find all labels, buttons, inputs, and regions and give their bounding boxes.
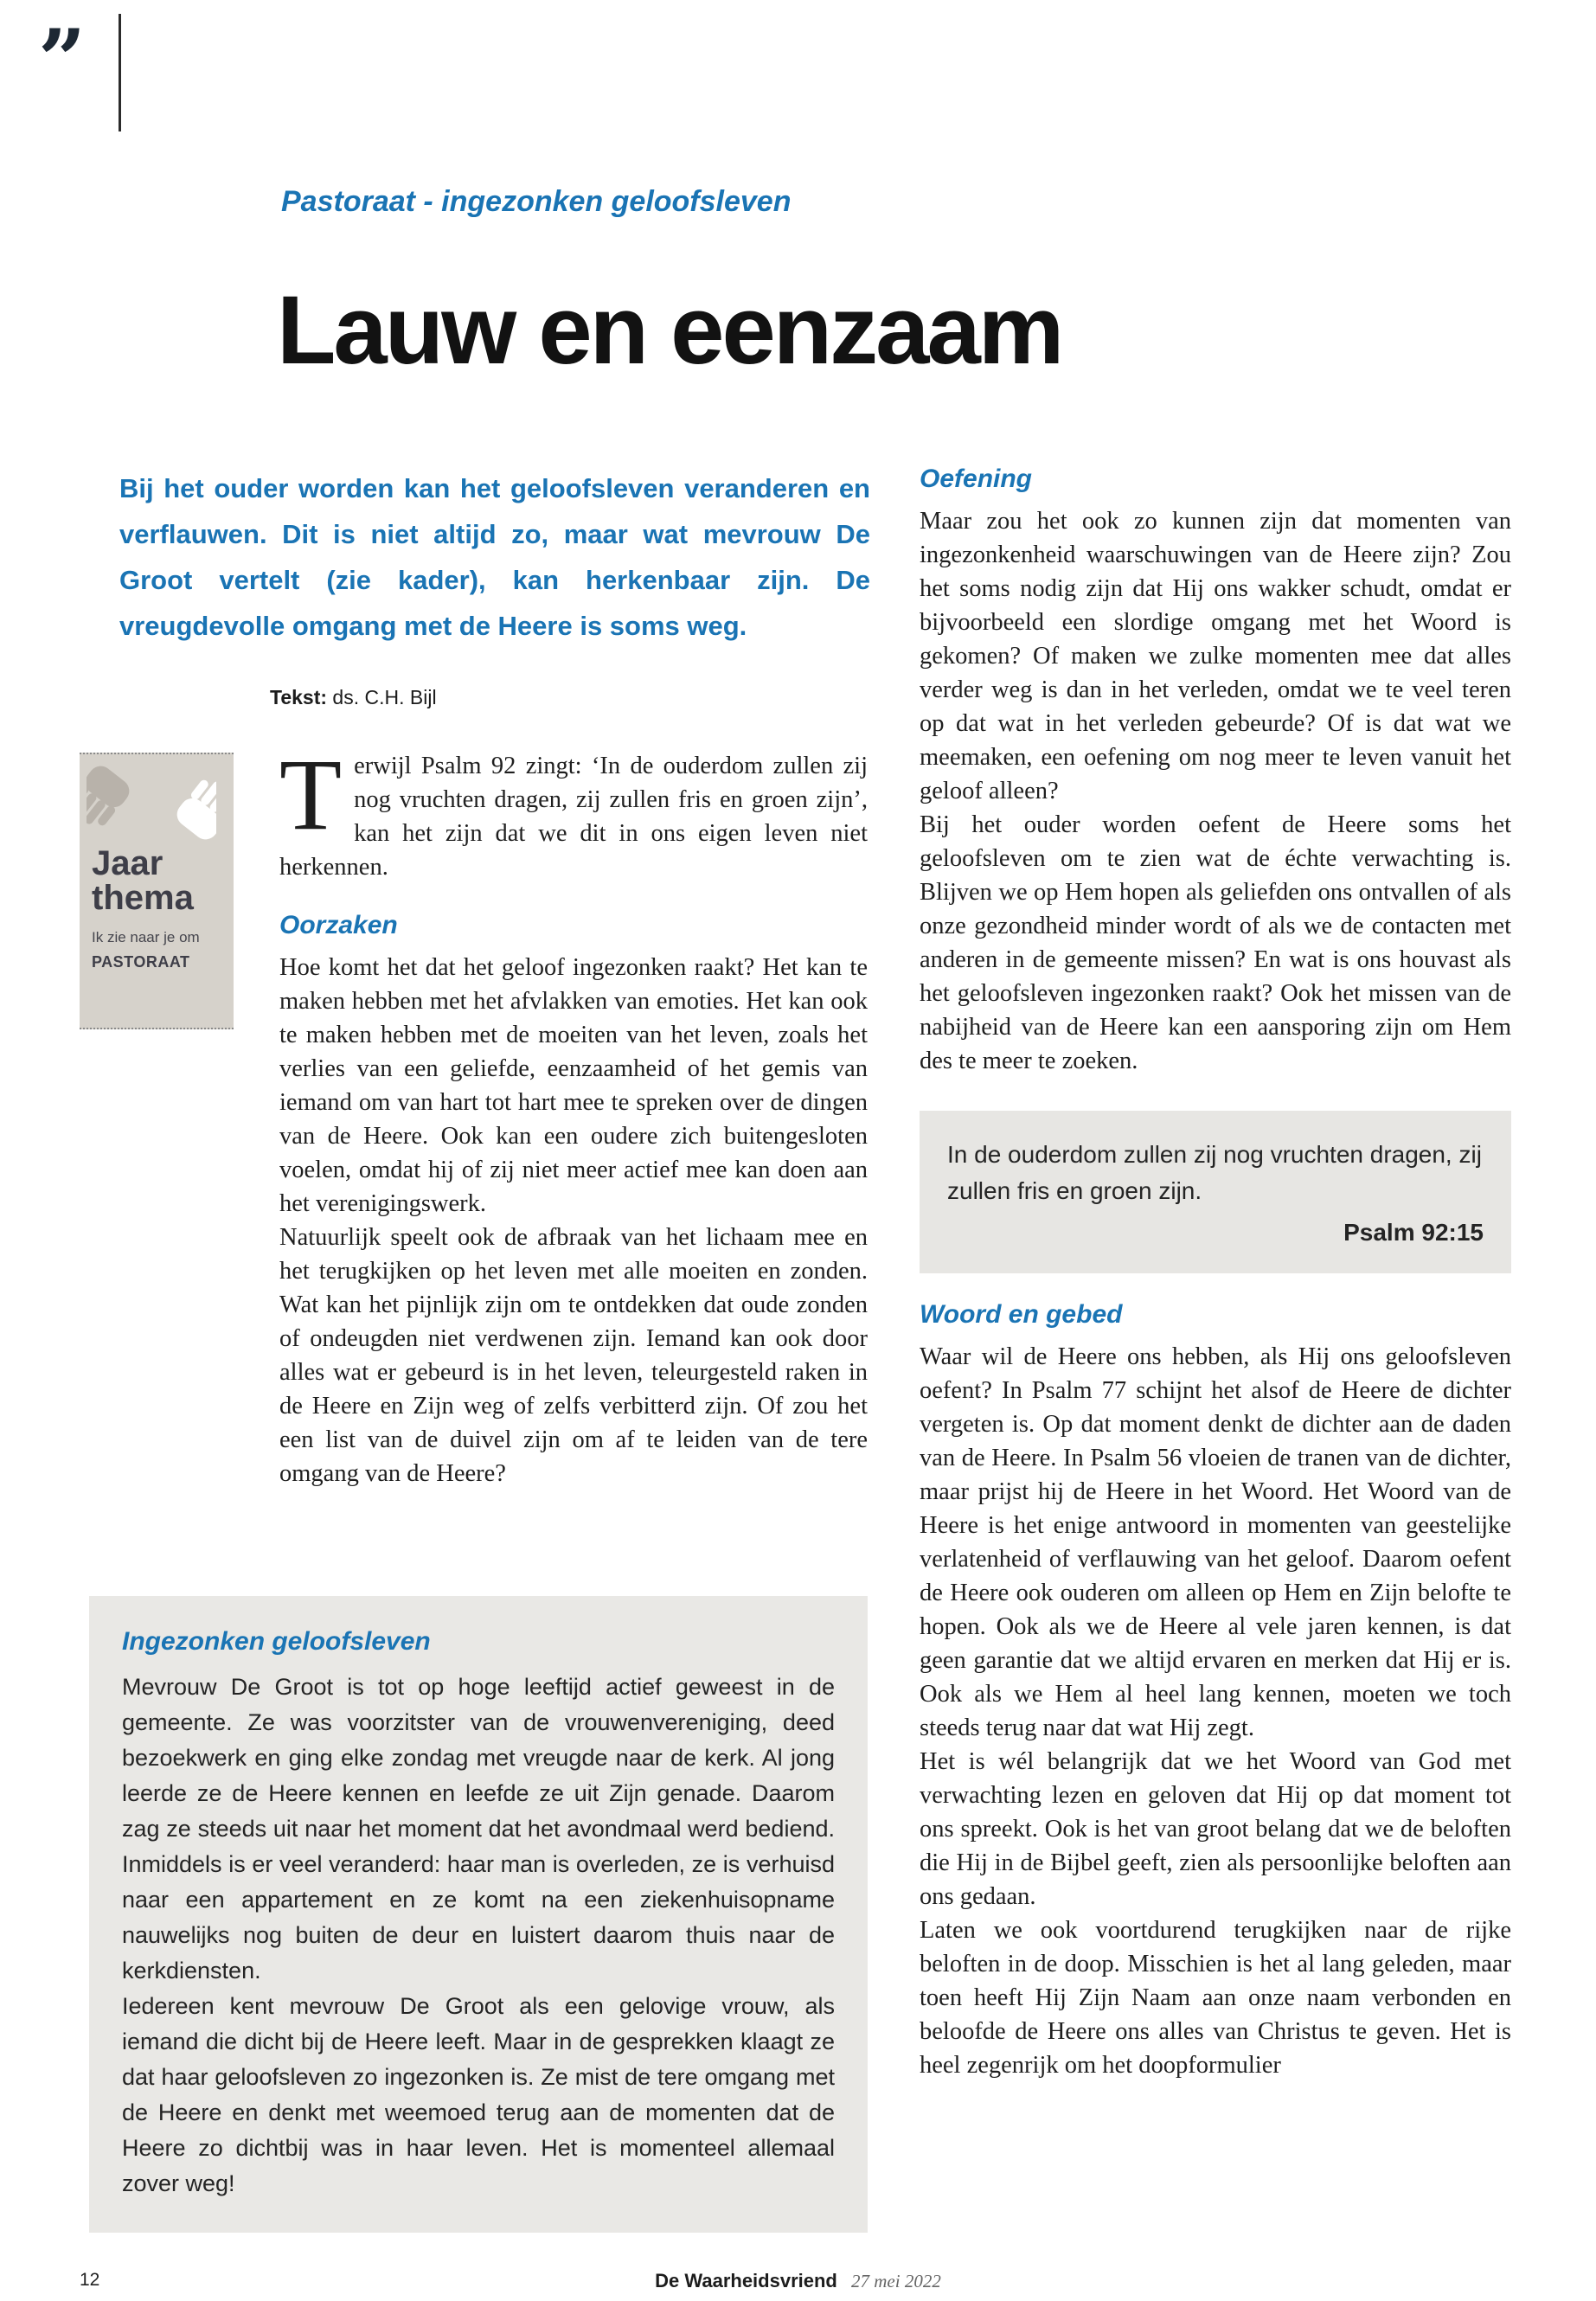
sidebar-box-paragraph: Mevrouw De Groot is tot op hoge leeftijd actief geweest in de gemeente. Ze was voorzitster van de vrouwenvereniging, deed bezoekwerk en ging elke zondag met vreugde naar de kerk. Al jong leerde ze de Heere kennen en leefde ze uit Zijn genade. Daarom zag ze steeds uit naar het moment dat het avondmaal werd bediend. Inmiddels is er veel veranderd: haar man is overleden, ze is verhuisd naar een appartement en ze komt na een ziekenhuisopname nauwelijks nog buiten de deur en luistert daarom thuis naar de kerkdiensten. [122,1674,835,1984]
story-sidebar-box [89,1596,868,2233]
jaarthema-hands-icon [87,761,216,844]
subhead-oorzaken: Oorzaken [279,911,398,939]
lead-paragraph [279,738,868,884]
jaarthema-badge [80,753,234,1029]
left-column [279,738,868,1490]
dropcap: T [279,738,343,851]
subhead-oefening: Oefening [920,465,1033,493]
jaarthema-word-top: Jaar [92,844,163,882]
byline-author: ds. C.H. Bijl [327,686,437,708]
byline [270,686,437,709]
byline-label: Tekst: [270,686,328,708]
subhead-woord-en-gebed: Woord en gebed [920,1300,1123,1329]
jaarthema-word-bottom: thema [92,879,194,917]
right-column [920,462,1511,2082]
body-paragraph: Laten we ook voortdurend terugkijken naar de rijke beloften in de doop. Misschien is het al lang geleden, maar toen heeft Hij Zijn Naam aan onze naam verbonden en beloofde de Heere ons alles van Christus te geven. Het is heel zegenrijk om het doopformulier [920,1917,1511,2079]
quote-mark-decoration: ” [38,11,87,109]
body-paragraph: Bij het ouder worden oefent de Heere soms het geloofsleven om te zien wat de échte verwachting is. Blijven we op Hem hopen als geliefden ons ontvallen of als onze gezondheid minder wordt of als we de contacten met anderen in de gemeente missen? En wat is ons houvast als het geloofsleven ingezonken raakt? Ook het missen van de nabijheid van de Heere kan een aansporing zijn om Hem des te meer te zoeken. [920,811,1511,1074]
sidebar-box-paragraph: Iedereen kent mevrouw De Groot als een gelovige vrouw, als iemand die dicht bij de Heere leeft. Maar in de gesprekken klaagt ze dat haar geloofsleven zo ingezonken is. Ze mist de tere omgang met de Heere en denkt met weemoed terug aan de momenten dat de Heere zo dichtbij was in haar leven. Het is momenteel allemaal zover weg! [122,1993,835,2196]
footer-magazine-name: De Waarheidsvriend [655,2270,837,2291]
lead-text: erwijl Psalm 92 zingt: ‘In de ouderdom zullen zij nog vruchten dragen, zij zullen fris en groen zijn’, kan het zijn dat we dit in ons eigen leven niet herkennen. [279,753,868,881]
pull-quote-text: In de ouderdom zullen zij nog vruchten dragen, zij zullen fris en groen zijn. [947,1141,1482,1204]
body-paragraph: Het is wél belangrijk dat we het Woord van God met verwachting lezen en geloven dat Hij op dat moment tot ons spreekt. Ook is het van groot belang dat we de beloften die Hij in de Bijbel geeft, zien als persoonlijke beloften aan ons gedaan. [920,1748,1511,1910]
article-title: Lauw en eenzaam [277,276,1062,384]
jaarthema-theme-label: PASTORAAT [92,953,190,971]
body-paragraph: Waar wil de Heere ons hebben, als Hij ons geloofsleven oefent? In Psalm 77 schijnt het alsof de Heere de dichter vergeten is. Op dat moment denkt de dichter aan de daden van de Heere. In Psalm 56 vloeien de tranen van de dichter, maar prijst hij de Heere in het Woord. Het Woord van de Heere is het enige antwoord in momenten van geestelijke verlatenheid of verflauwing van het geloof. Daarom oefent de Heere ook ouderen om alleen op Hem en Zijn belofte te hopen. Ook als we de Heere al vele jaren kennen, is dat geen garantie dat we altijd ervaren en merken dat Hij er is. Ook als we Hem al heel lang kennen, moeten we toch steeds terug naar dat wat Hij zegt. [920,1343,1511,1741]
body-paragraph: Hoe komt het dat het geloof ingezonken raakt? Het kan te maken hebben met het afvlakken van emoties. Het kan ook te maken hebben met de moeiten van het leven, zoals het verlies van een geliefde, eenzaamheid of het gemis van iemand om van hart tot hart mee te spreken over de dingen van de Heere. Ook kan een oudere zich buitengesloten voelen, omdat hij of zij niet meer actief mee kan doen aan het verenigingswerk. [279,954,868,1217]
category-label: Pastoraat - ingezonken geloofsleven [281,185,792,218]
jaarthema-tagline: Ik zie naar je om [92,929,200,945]
body-paragraph: Natuurlijk speelt ook de afbraak van het lichaam mee en het terugkijken op het leven met alle moeiten en zonden. Wat kan het pijnlijk zijn om te ontdekken dat oude zonden of ondeugden niet verdwenen zijn. Iemand kan ook door alles wat er gebeurd is in het leven, teleurgesteld raken in de Heere en Zijn weg of zelfs verbitterd zijn. Of zou het een list van de duivel zijn om af te leiden van de tere omgang van de Heere? [279,1224,868,1487]
sidebar-box-heading: Ingezonken geloofsleven [122,1627,431,1656]
footer-date: 27 mei 2022 [851,2271,941,2291]
article-intro: Bij het ouder worden kan het geloofsleven veranderen en verflauwen. Dit is niet altijd zo, maar wat mevrouw De Groot vertelt (zie kader), kan herkenbaar zijn. De vreugdevolle omgang met de Heere is soms weg. [119,473,870,641]
body-paragraph: Maar zou het ook zo kunnen zijn dat momenten van ingezonkenheid waarschuwingen van de Heere zijn? Zou het soms nodig zijn dat Hij ons wakker schudt, omdat er bijvoorbeeld een slordige omgang met het Woord is gekomen? Of maken we zulke momenten mee dat alles verder weg is dan in het verleden, omdat we te veel teren op dat wat in het verleden gebeurde? Of is dat wat we meemaken, een oefening om nog meer te leven vanuit het geloof alleen? [920,508,1511,804]
top-rule-divider [119,14,121,131]
pull-quote-box [920,1111,1511,1273]
pull-quote-source: Psalm 92:15 [1343,1219,1484,1246]
page-number: 12 [80,2270,100,2290]
footer [0,2270,1596,2292]
